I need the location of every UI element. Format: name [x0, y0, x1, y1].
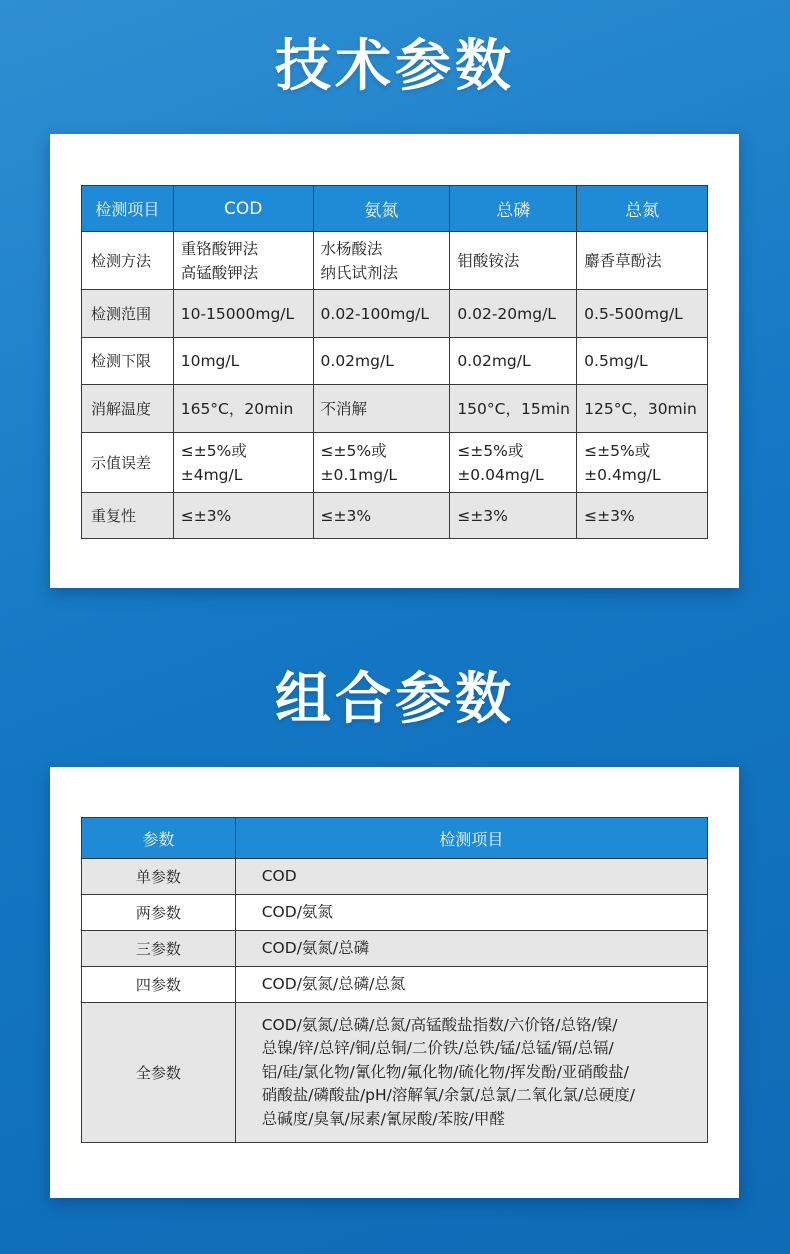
spec-header-cell: 检测项目: [82, 186, 174, 232]
table-cell: [313, 433, 450, 493]
row-label: 检测下限: [82, 338, 174, 385]
combo-header-cell: 参数: [82, 818, 236, 859]
combo-section-title: 组合参数: [275, 667, 515, 732]
cell-line: ≤±5%或: [320, 441, 387, 460]
combo-row: [82, 967, 708, 1003]
cell-line: 水杨酸法: [320, 239, 383, 258]
table-cell: ≤±3%: [450, 493, 577, 539]
spec-header-cell: 氨氮: [313, 186, 450, 232]
table-cell: 0.02-100mg/L: [313, 290, 450, 338]
table-cell: 0.5mg/L: [577, 338, 708, 385]
table-cell: 0.02mg/L: [450, 338, 577, 385]
combo-header-cell: 检测项目: [235, 818, 707, 859]
table-cell: 125°C，30min: [577, 385, 708, 433]
row-label: 示值误差: [82, 433, 174, 493]
combo-header-row: [82, 818, 708, 859]
combo-label: 单参数: [82, 859, 236, 895]
cell-line: ±0.1mg/L: [320, 465, 397, 484]
combo-value: COD/氨氮: [235, 895, 707, 931]
table-cell: ≤±3%: [313, 493, 450, 539]
table-cell: [450, 433, 577, 493]
table-cell: ≤±3%: [577, 493, 708, 539]
table-cell: 10-15000mg/L: [173, 290, 313, 338]
spec-row-range: [82, 290, 708, 338]
table-cell: ≤±3%: [173, 493, 313, 539]
cell-line: 高锰酸钾法: [180, 263, 259, 282]
table-cell: 150°C，15min: [450, 385, 577, 433]
table-cell: 0.5-500mg/L: [577, 290, 708, 338]
cell-line: ≤±5%或: [584, 441, 651, 460]
spec-row-limit: [82, 338, 708, 385]
combo-row: [82, 895, 708, 931]
table-cell: 10mg/L: [173, 338, 313, 385]
table-cell: [577, 232, 708, 290]
cell-line: ±0.4mg/L: [584, 465, 661, 484]
combo-value: [235, 1003, 707, 1143]
cell-line: 钼酸铵法: [457, 251, 520, 270]
combo-row: [82, 931, 708, 967]
table-cell: [313, 232, 450, 290]
row-label: 重复性: [82, 493, 174, 539]
combo-value: COD/氨氮/总磷: [235, 931, 707, 967]
spec-card: [50, 134, 739, 588]
table-cell: 0.02-20mg/L: [450, 290, 577, 338]
cell-line: ≤±5%或: [180, 441, 247, 460]
spec-row-error: [82, 433, 708, 493]
cell-line: ±4mg/L: [180, 465, 243, 484]
spec-section-title: 技术参数: [275, 34, 515, 99]
combo-value-line: COD/氨氮/总磷/总氮/高锰酸盐指数/六价铬/总铬/镍/: [261, 1015, 618, 1034]
combo-label: 两参数: [82, 895, 236, 931]
combo-value: COD/氨氮/总磷/总氮: [235, 967, 707, 1003]
table-cell: [173, 232, 313, 290]
combo-value-line: 硝酸盐/磷酸盐/pH/溶解氧/余氯/总氯/二氧化氯/总硬度/: [261, 1086, 636, 1105]
spec-header-cell: 总氮: [577, 186, 708, 232]
cell-line: ±0.04mg/L: [457, 465, 544, 484]
table-cell: 0.02mg/L: [313, 338, 450, 385]
spec-header-cell: 总磷: [450, 186, 577, 232]
spec-row-digestion: [82, 385, 708, 433]
spec-header-cell: COD: [173, 186, 313, 232]
spec-header-row: [82, 186, 708, 232]
combo-value: COD: [235, 859, 707, 895]
cell-line: 重铬酸钾法: [180, 239, 259, 258]
combo-label: 三参数: [82, 931, 236, 967]
cell-line: ≤±5%或: [457, 441, 524, 460]
cell-line: 麝香草酚法: [584, 251, 662, 270]
combo-label: 四参数: [82, 967, 236, 1003]
combo-value-line: 总碱度/臭氧/尿素/氰尿酸/苯胺/甲醛: [261, 1109, 505, 1128]
combo-row: [82, 1003, 708, 1143]
combo-value-line: 总镍/锌/总锌/铜/总铜/二价铁/总铁/锰/总锰/镉/总镉/: [261, 1039, 614, 1058]
combo-card: [50, 767, 739, 1198]
combo-label: 全参数: [82, 1003, 236, 1143]
row-label: 检测方法: [82, 232, 174, 290]
row-label: 消解温度: [82, 385, 174, 433]
combo-table: [81, 817, 708, 1143]
table-cell: 不消解: [313, 385, 450, 433]
table-cell: 165°C，20min: [173, 385, 313, 433]
table-cell: [450, 232, 577, 290]
spec-table: [81, 185, 708, 539]
combo-row: [82, 859, 708, 895]
combo-value-line: 铝/硅/氯化物/氰化物/氟化物/硫化物/挥发酚/亚硝酸盐/: [261, 1062, 630, 1081]
spec-row-method: [82, 232, 708, 290]
row-label: 检测范围: [82, 290, 174, 338]
table-cell: [173, 433, 313, 493]
spec-row-repeatability: [82, 493, 708, 539]
cell-line: 纳氏试剂法: [320, 263, 399, 282]
table-cell: [577, 433, 708, 493]
